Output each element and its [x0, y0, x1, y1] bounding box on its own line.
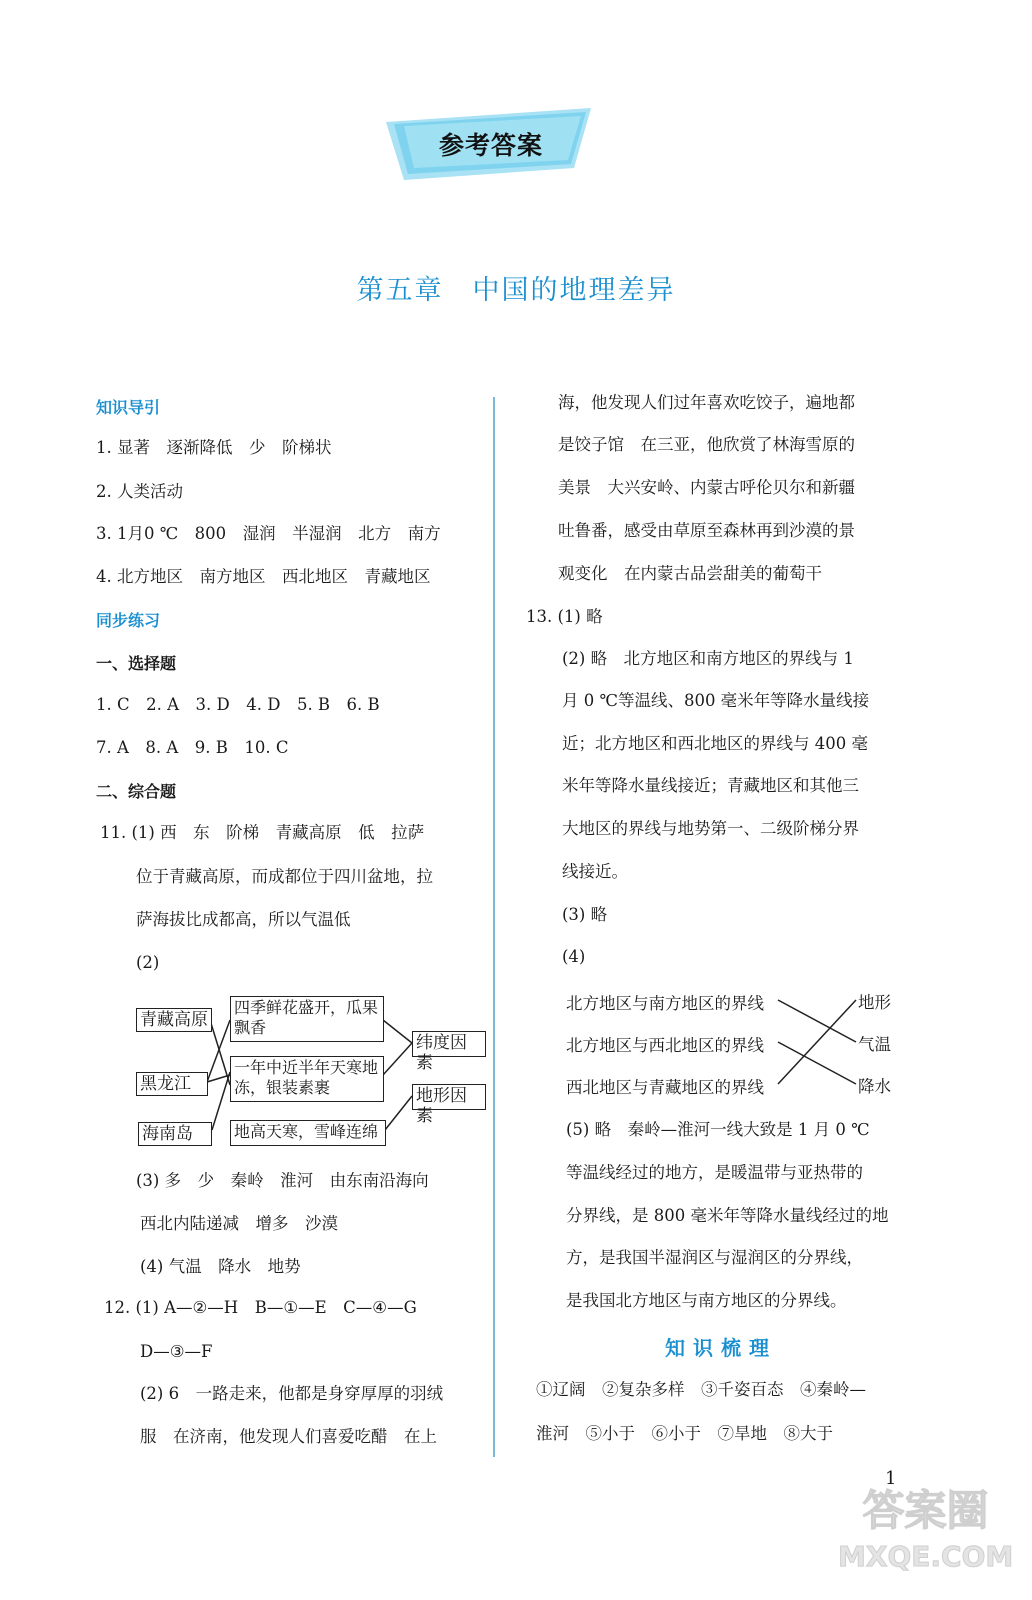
- factor-label-temperature: 气温: [858, 1035, 891, 1054]
- answer-line: 服 在济南，他发现人们喜爱吃醋 在上: [140, 1427, 437, 1446]
- factor-label-terrain: 地形: [858, 993, 891, 1012]
- answer-line: 1. C 2. A 3. D 4. D 5. B 6. B: [96, 695, 380, 714]
- diagram-box-terrain: 地形因素: [412, 1084, 486, 1110]
- answer-line: 月 0 ℃等温线、800 毫米年等降水量线接: [562, 691, 870, 710]
- boundary-label-1: 北方地区与南方地区的界线: [566, 994, 764, 1013]
- watermark-url: MXQE.COM: [838, 1540, 1014, 1573]
- answer-line: 方，是我国半湿润区与湿润区的分界线，: [566, 1248, 863, 1267]
- matching-diagram-lines-2: [770, 990, 860, 1090]
- diagram-box-flowers: 四季鲜花盛开，瓜果飘香: [230, 996, 384, 1042]
- diagram-box-qingzang: 青藏高原: [136, 1008, 212, 1032]
- diagram-box-highland: 地高天寒，雪峰连绵: [230, 1120, 386, 1146]
- subheading-choice: 一、选择题: [96, 654, 177, 673]
- subheading-comprehensive: 二、综合题: [96, 782, 177, 801]
- answer-line: 2. 人类活动: [96, 482, 183, 501]
- watermark-text: 答案圈: [862, 1486, 989, 1535]
- answer-line: (5) 略 秦岭—淮河一线大致是 1 月 0 ℃: [566, 1120, 870, 1139]
- chapter-title: 第五章 中国的地理差异: [356, 275, 676, 306]
- answer-line: 3. 1月0 ℃ 800 湿润 半湿润 北方 南方: [96, 524, 441, 543]
- watermark-logo: [838, 1478, 1013, 1588]
- answer-line: (2): [136, 953, 160, 972]
- answer-line: (3) 略: [562, 905, 608, 924]
- answer-line: 米年等降水量线接近；青藏地区和其他三: [562, 776, 859, 795]
- factor-label-precipitation: 降水: [858, 1077, 891, 1096]
- answer-line: 11. (1) 西 东 阶梯 青藏高原 低 拉萨: [100, 823, 425, 842]
- answer-line: 是饺子馆 在三亚，他欣赏了林海雪原的: [558, 435, 855, 454]
- answer-line: 7. A 8. A 9. B 10. C: [96, 738, 289, 757]
- title-banner: [386, 108, 596, 182]
- answer-line: (2) 6 一路走来，他都是身穿厚厚的羽绒: [140, 1384, 444, 1403]
- answer-line: 4. 北方地区 南方地区 西北地区 青藏地区: [96, 567, 431, 586]
- answer-line: 美景 大兴安岭、内蒙古呼伦贝尔和新疆: [558, 478, 855, 497]
- answer-line: 海，他发现人们过年喜欢吃饺子，遍地都: [558, 393, 855, 412]
- answer-line: (4): [562, 947, 586, 966]
- page-number: 1: [885, 1468, 897, 1489]
- answer-line: 观变化 在内蒙古品尝甜美的葡萄干: [558, 564, 822, 583]
- answer-line: 等温线经过的地方，是暖温带与亚热带的: [566, 1163, 863, 1182]
- section-heading-guide: 知识导引: [96, 398, 161, 417]
- answer-line: 位于青藏高原，而成都位于四川盆地，拉: [136, 867, 433, 886]
- answer-line: 是我国北方地区与南方地区的分界线。: [566, 1291, 847, 1310]
- diagram-box-cold: 一年中近半年天寒地冻，银装素裹: [230, 1056, 384, 1102]
- column-divider: [493, 397, 495, 1457]
- answer-line: 吐鲁番，感受由草原至森林再到沙漠的景: [558, 521, 855, 540]
- boundary-label-2: 北方地区与西北地区的界线: [566, 1036, 764, 1055]
- answer-line: D—③—F: [140, 1342, 213, 1361]
- diagram-box-heilongjiang: 黑龙江: [136, 1072, 208, 1096]
- answer-line: 13. (1) 略: [526, 607, 603, 626]
- answer-line: 淮河 ⑤小于 ⑥小于 ⑦旱地 ⑧大于: [536, 1424, 833, 1443]
- answer-line: 12. (1) A—②—H B—①—E C—④—G: [104, 1298, 417, 1317]
- boundary-label-3: 西北地区与青藏地区的界线: [566, 1078, 764, 1097]
- diagram-box-latitude: 纬度因素: [412, 1031, 486, 1057]
- answer-line: 线接近。: [562, 862, 628, 881]
- answer-line: 西北内陆递减 增多 沙漠: [140, 1214, 338, 1233]
- answer-line: 大地区的界线与地势第一、二级阶梯分界: [562, 819, 859, 838]
- answer-line: 近；北方地区和西北地区的界线与 400 毫: [562, 734, 868, 753]
- answer-line: 1. 显著 逐渐降低 少 阶梯状: [96, 438, 332, 457]
- section-heading-practice: 同步练习: [96, 611, 161, 630]
- answer-line: 分界线，是 800 毫米年等降水量线经过的地: [566, 1206, 889, 1225]
- answer-line: ①辽阔 ②复杂多样 ③千姿百态 ④秦岭—: [536, 1380, 866, 1399]
- diagram-box-hainan: 海南岛: [138, 1122, 212, 1146]
- knowledge-summary-heading: 知识梳理: [665, 1336, 777, 1360]
- answer-line: 萨海拔比成都高，所以气温低: [136, 910, 351, 929]
- answer-line: (4) 气温 降水 地势: [140, 1257, 301, 1276]
- banner-title: 参考答案: [438, 131, 543, 160]
- answer-line: (3) 多 少 秦岭 淮河 由东南沿海向: [136, 1171, 429, 1190]
- answer-line: (2) 略 北方地区和南方地区的界线与 1: [562, 649, 854, 668]
